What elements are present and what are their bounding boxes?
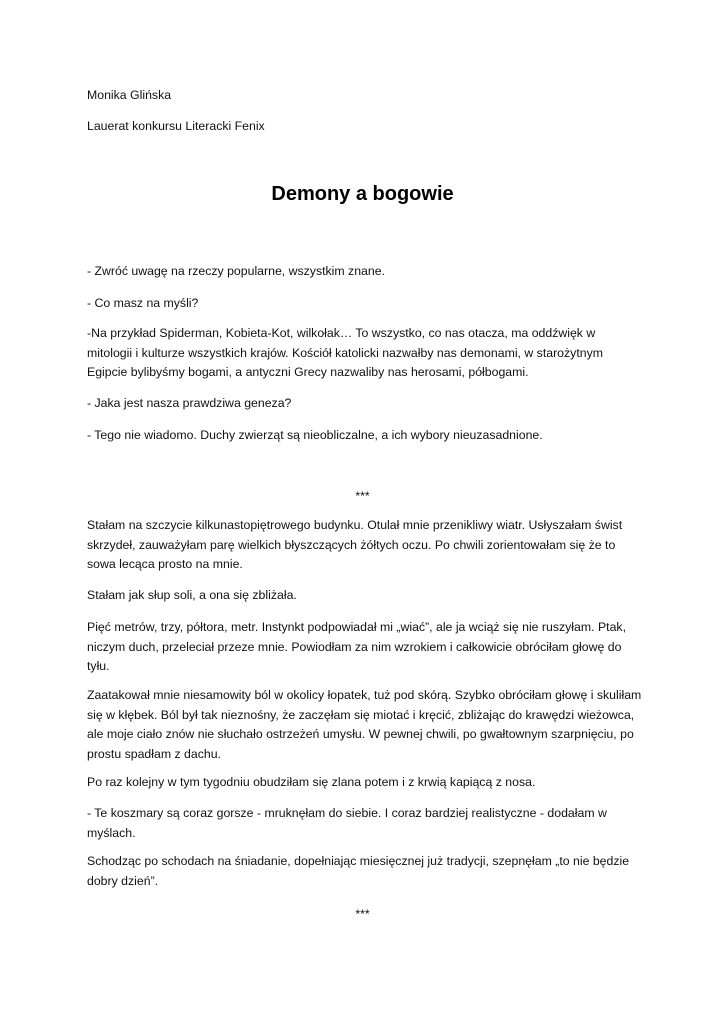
paragraph: Schodząc po schodach na śniadanie, dopełniając miesięcznej już tradycji, szepnęłam „to nie będzie dobry dzień”.: [87, 854, 630, 888]
paragraph: - Te koszmary są coraz gorsze - mruknęłam do siebie. I coraz bardziej realistyczne - dodałam w myślach.: [87, 806, 607, 840]
paragraph: - Jaka jest nasza prawdziwa geneza?: [87, 396, 292, 410]
paragraph: Pięć metrów, trzy, półtora, metr. Instynkt podpowiadał mi „wiać”, ale ja wciąż się nie ruszyłam. Ptak, niczym duch, przeleciał przeze mnie. Powiodłam za nim wzrokiem i całkowicie obróciłam głowę do tyłu.: [87, 620, 626, 674]
paragraph: -Na przykład Spiderman, Kobieta-Kot, wilkołak… To wszystko, co nas otacza, ma oddźwięk w mitologii i kulturze wszystkich krajów. Kościół katolicki nazwałby nas demonami, w starożytnym Egipcie bylibyśmy bogami, a antyczni Grecy nazwaliby nas herosami, półbogami.: [87, 326, 603, 380]
paragraph: - Zwróć uwagę na rzeczy popularne, wszystkim znane.: [87, 264, 385, 278]
author-name: Monika Glińska: [87, 88, 172, 102]
paragraph: Stałam jak słup soli, a ona się zbliżała.: [87, 588, 297, 602]
paragraph: Stałam na szczycie kilkunastopiętrowego budynku. Otulał mnie przenikliwy wiatr. Usłyszałam świst skrzydeł, zauważyłam parę wielkich błyszczących żółtych oczu. Po chwili zorientowałam się że to sowa lecąca prosto na mnie.: [87, 518, 623, 572]
section-separator: ***: [355, 489, 370, 503]
paragraph: Zaatakował mnie niesamowity ból w okolicy łopatek, tuż pod skórą. Szybko obróciłam głowę i skuliłam się w kłębek. Ból był tak nieznośny, że zaczęłam się miotać i kręcić, zbliżając do krawędzi wieżowca, ale moje ciało znów nie słuchało ostrzeżeń umysłu. W pewnej chwili, po gwałtownym szarpnięciu, po prostu spadłam z dachu.: [87, 688, 642, 761]
paragraph: Po raz kolejny w tym tygodniu obudziłam się zlana potem i z krwią kapiącą z nosa.: [87, 775, 536, 789]
document-title: Demony a bogowie: [271, 183, 454, 205]
section-separator: ***: [355, 907, 370, 921]
paragraph: - Co masz na myśli?: [87, 296, 199, 310]
paragraph: - Tego nie wiadomo. Duchy zwierząt są nieobliczalne, a ich wybory nieuzasadnione.: [87, 428, 543, 442]
award-line: Lauerat konkursu Literacki Fenix: [87, 119, 265, 133]
